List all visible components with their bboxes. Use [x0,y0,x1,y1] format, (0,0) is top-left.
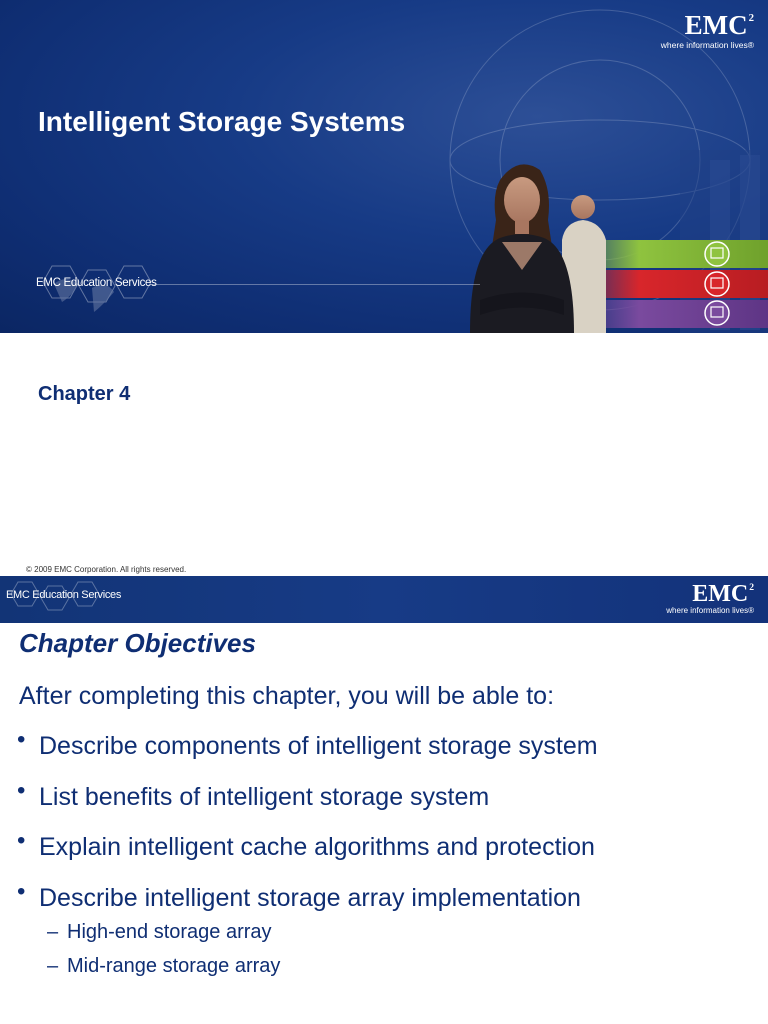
emc-logo: EMC$^2$ where information lives® [660,10,754,50]
list-item: – High-end storage array [47,921,272,943]
bullet-icon: • [17,827,26,854]
dash-icon: – [47,955,59,977]
emc-logo: EMC$^2$ where information lives® [666,581,754,615]
edu-services-label: EMC Education Services [6,589,122,601]
dash-icon: – [47,921,59,943]
sub-objective-list [0,921,768,989]
globe-icon [32,262,156,318]
edu-services-label: EMC Education Services [36,277,157,289]
list-item: • List benefits of intelligent storage system [17,776,490,811]
divider-line [150,284,480,285]
bullet-icon: • [17,877,26,905]
emc-tagline: where information lives® [666,606,754,615]
bullet-icon: • [17,776,26,804]
objectives-slide [0,576,768,1024]
intro-text: After completing this chapter, you will be able to: [19,682,555,710]
list-item: • Describe intelligent storage array implementation [17,877,581,912]
slide-title: Intelligent Storage Systems [38,106,406,137]
list-item: • Explain intelligent cache algorithms and protection [17,827,595,861]
list-item: • Describe components of intelligent storage system [17,726,598,760]
slide-heading: Chapter Objectives [19,628,256,658]
copyright-notice: © 2009 EMC Corporation. All rights reserved. [26,565,187,574]
bullet-icon: • [17,726,26,753]
objective-list [0,726,768,934]
list-item: – Mid-range storage array [47,955,281,977]
stripe-icons [700,240,738,330]
title-banner [0,0,768,333]
chapter-label: Chapter 4 [38,383,131,405]
header-bar [0,576,768,623]
emc-tagline: where information lives® [660,40,754,50]
